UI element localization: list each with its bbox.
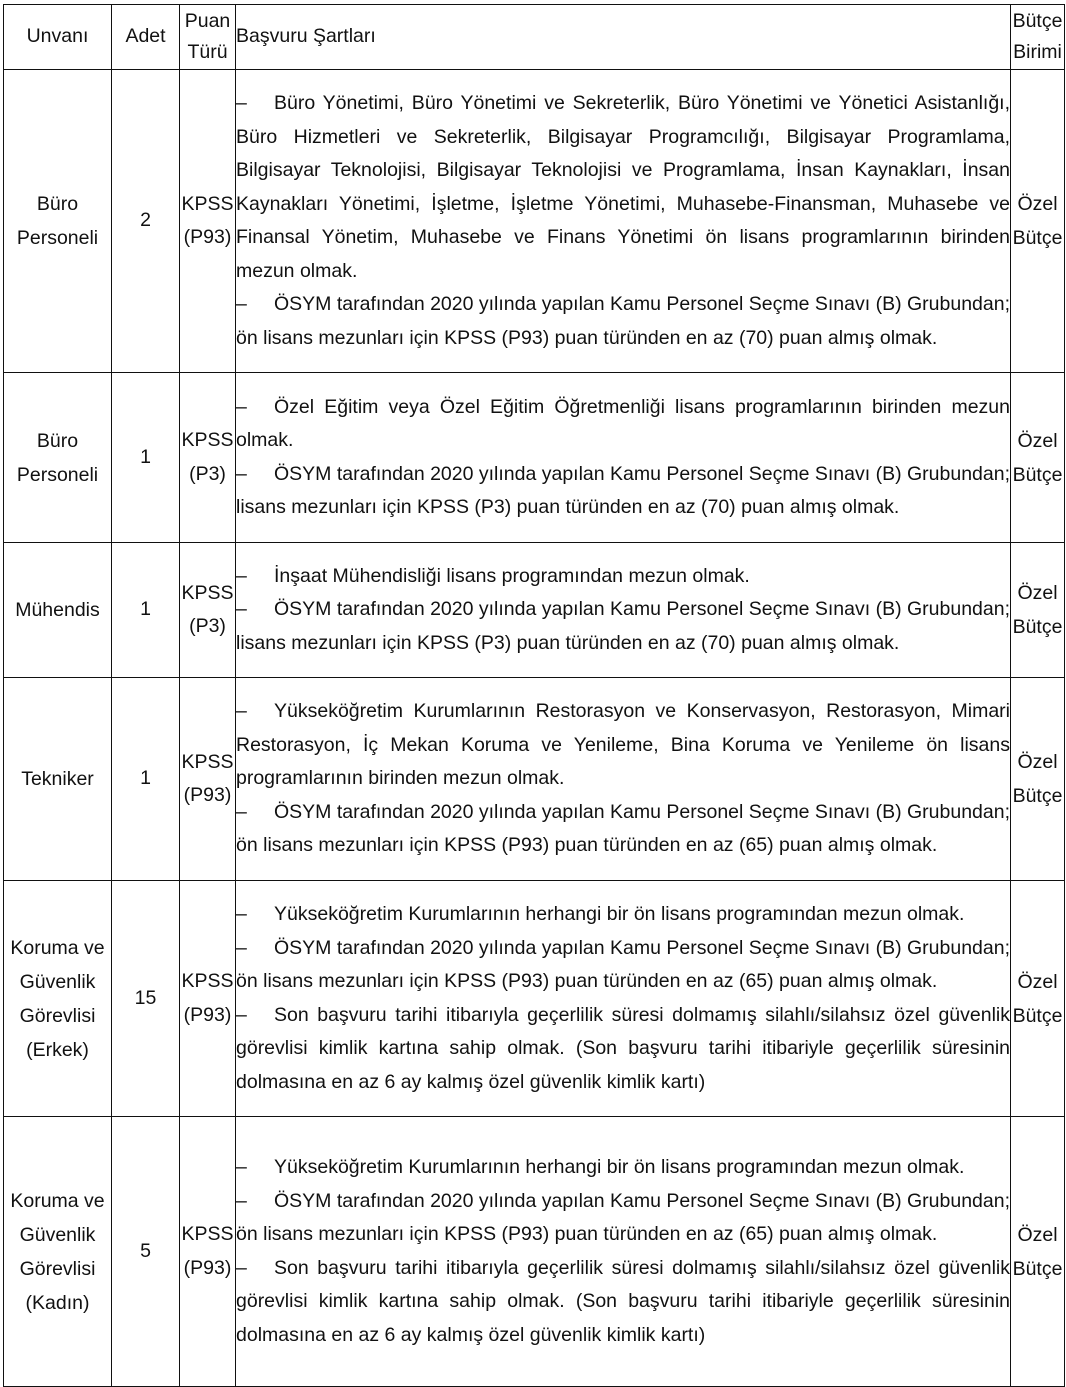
sart-item	[236, 1151, 1010, 1185]
dash-bullet-icon: –	[236, 564, 247, 587]
puan-line: (P93)	[183, 784, 232, 806]
cell-puan	[180, 373, 236, 543]
table-row	[4, 543, 1065, 678]
puan-line: KPSS	[181, 970, 234, 992]
unvan-line: (Erkek)	[26, 1038, 89, 1061]
cell-sartlar	[236, 543, 1011, 678]
puan-line: KPSS	[181, 429, 234, 451]
cell-sartlar	[236, 881, 1011, 1117]
table-body	[4, 70, 1065, 1387]
sart-text: İnşaat Mühendisliği lisans programından mezun olmak.	[274, 564, 750, 587]
header-row	[4, 5, 1065, 70]
unvan-line: Büro	[36, 193, 79, 215]
sart-text: Son başvuru tarihi itibarıyla geçerlilik süresi dolmamış silahlı/silahsız özel güvenlik görevlisi kimlik kartına sahip olmak. (Son başvuru tarihi itibariyle geçerlilik süresinin dolmasına en az 6 ay kalmış özel güvenlik kimlik kartı)	[236, 1256, 1010, 1346]
butce-line: Bütçe	[1012, 227, 1063, 249]
cell-butce	[1011, 881, 1065, 1117]
dash-bullet-icon: –	[236, 293, 247, 315]
butce-line: Özel	[1017, 193, 1058, 215]
unvan-line: Koruma ve	[10, 936, 105, 959]
header-puan-line2: Türü	[187, 41, 228, 63]
butce-line: Özel	[1017, 429, 1058, 452]
sart-text: Son başvuru tarihi itibarıyla geçerlilik süresi dolmamış silahlı/silahsız özel güvenlik görevlisi kimlik kartına sahip olmak. (Son başvuru tarihi itibariyle geçerlilik süresinin dolmasına en az 6 ay kalmış özel güvenlik kimlik kartı)	[236, 1003, 1010, 1093]
dash-bullet-icon: –	[236, 92, 247, 114]
sart-item	[236, 288, 1010, 355]
puan-line: (P93)	[183, 1003, 232, 1026]
cell-puan	[180, 678, 236, 881]
unvan-line: Koruma ve	[10, 1189, 105, 1212]
sart-item	[236, 391, 1010, 458]
butce-line: Bütçe	[1012, 1004, 1063, 1027]
dash-bullet-icon: –	[236, 903, 247, 925]
sart-item	[236, 458, 1010, 525]
dash-bullet-icon: –	[236, 395, 247, 418]
table-row	[4, 373, 1065, 543]
puan-line: KPSS	[181, 192, 234, 215]
cell-puan	[180, 70, 236, 373]
butce-line: Bütçe	[1012, 616, 1063, 638]
unvan-line: Personeli	[16, 463, 99, 486]
unvan-line: Görevlisi	[19, 1257, 96, 1280]
cell-sartlar	[236, 70, 1011, 373]
positions-table	[3, 4, 1065, 1387]
sart-text: Yükseköğretim Kurumlarının herhangi bir ön lisans programından mezun olmak.	[274, 903, 965, 925]
cell-butce	[1011, 1117, 1065, 1387]
cell-adet: 5	[112, 1117, 180, 1387]
sart-text: Büro Yönetimi, Büro Yönetimi ve Sekreterlik, Büro Yönetimi ve Yönetici Asistanlığı, Büro Hizmetleri ve Sekreterlik, Bilgisayar Programcılığı, Bilgisayar Programlama, Bilgisayar Teknolojisi, Bilgisayar Teknolojisi ve Programlama, İnsan Kaynakları, İnsan Kaynakları Yönetimi, İşletme, İşletme Yönetimi, Muhasebe-Finansman, Muhasebe ve Finansal Yönetim, Muhasebe ve Finans Yönetimi ön lisans programlarının birinden mezun olmak.	[236, 92, 1010, 282]
header-puan-line1: Puan	[184, 10, 231, 32]
dash-bullet-icon: –	[236, 700, 247, 723]
header-puan	[180, 5, 236, 70]
unvan-line: Güvenlik	[19, 970, 96, 993]
sart-text: ÖSYM tarafından 2020 yılında yapılan Kamu Personel Seçme Sınavı (B) Grubundan; lisans mezunları için KPSS (P3) puan türünden en az (70) puan almış olmak.	[236, 598, 1010, 654]
butce-line: Bütçe	[1012, 1257, 1063, 1280]
unvan-line: Mühendis	[15, 599, 100, 621]
cell-sartlar	[236, 373, 1011, 543]
unvan-line: Güvenlik	[19, 1223, 96, 1246]
header-sartlar: Başvuru Şartları	[236, 5, 1011, 70]
unvan-line: Personeli	[16, 227, 99, 249]
sart-text: ÖSYM tarafından 2020 yılında yapılan Kamu Personel Seçme Sınavı (B) Grubundan; lisans mezunları için KPSS (P3) puan türünden en az (70) puan almış olmak.	[236, 462, 1010, 518]
sart-text: ÖSYM tarafından 2020 yılında yapılan Kamu Personel Seçme Sınavı (B) Grubundan; ön lisans mezunları için KPSS (P93) puan türünden en az (65) puan almış olmak.	[236, 1189, 1010, 1245]
table-row	[4, 678, 1065, 881]
puan-line: KPSS	[181, 581, 234, 604]
sart-item	[236, 796, 1010, 863]
puan-line: (P93)	[183, 1256, 232, 1279]
butce-line: Özel	[1017, 582, 1058, 604]
puan-line: (P93)	[183, 226, 232, 248]
dash-bullet-icon: –	[236, 1256, 247, 1279]
sart-text: Özel Eğitim veya Özel Eğitim Öğretmenliği lisans programlarının birinden mezun olmak.	[236, 395, 1010, 451]
cell-unvan	[4, 881, 112, 1117]
puan-line: (P3)	[189, 462, 226, 485]
sart-text: Yükseköğretim Kurumlarının herhangi bir ön lisans programından mezun olmak.	[274, 1156, 965, 1178]
sart-item	[236, 695, 1010, 796]
dash-bullet-icon: –	[236, 800, 247, 823]
puan-line: (P3)	[189, 615, 226, 637]
cell-puan	[180, 1117, 236, 1387]
cell-adet: 1	[112, 543, 180, 678]
table-row	[4, 1117, 1065, 1387]
puan-line: KPSS	[181, 750, 234, 773]
dash-bullet-icon: –	[236, 462, 247, 485]
cell-unvan	[4, 678, 112, 881]
butce-line: Özel	[1017, 1223, 1058, 1246]
sart-item	[236, 87, 1010, 288]
sart-text: ÖSYM tarafından 2020 yılında yapılan Kamu Personel Seçme Sınavı (B) Grubundan; ön lisans mezunları için KPSS (P93) puan türünden en az (65) puan almış olmak.	[236, 936, 1010, 992]
cell-adet: 2	[112, 70, 180, 373]
sart-item	[236, 560, 1010, 594]
sart-item	[236, 593, 1010, 660]
puan-line: KPSS	[181, 1223, 234, 1245]
butce-line: Özel	[1017, 970, 1058, 993]
cell-unvan	[4, 543, 112, 678]
sart-text: ÖSYM tarafından 2020 yılında yapılan Kamu Personel Seçme Sınavı (B) Grubundan; ön lisans mezunları için KPSS (P93) puan türünden en az (65) puan almış olmak.	[236, 800, 1010, 857]
sart-item	[236, 898, 1010, 932]
unvan-line: Görevlisi	[19, 1004, 96, 1027]
dash-bullet-icon: –	[236, 936, 247, 959]
dash-bullet-icon: –	[236, 1003, 247, 1026]
cell-unvan	[4, 373, 112, 543]
sart-item	[236, 932, 1010, 999]
cell-sartlar	[236, 678, 1011, 881]
sart-text: ÖSYM tarafından 2020 yılında yapılan Kamu Personel Seçme Sınavı (B) Grubundan; ön lisans mezunları için KPSS (P93) puan türünden en az (70) puan almış olmak.	[236, 293, 1010, 349]
cell-unvan	[4, 70, 112, 373]
dash-bullet-icon: –	[236, 1156, 247, 1178]
unvan-line: Büro	[36, 429, 79, 452]
unvan-line: Tekniker	[21, 768, 94, 790]
cell-sartlar	[236, 1117, 1011, 1387]
table-row	[4, 70, 1065, 373]
sart-item	[236, 999, 1010, 1100]
header-butce-line1: Bütçe	[1012, 10, 1063, 32]
dash-bullet-icon: –	[236, 598, 247, 621]
dash-bullet-icon: –	[236, 1189, 247, 1212]
cell-butce	[1011, 70, 1065, 373]
header-butce	[1011, 5, 1065, 70]
cell-unvan	[4, 1117, 112, 1387]
unvan-line: (Kadın)	[25, 1291, 90, 1314]
table-row	[4, 881, 1065, 1117]
header-adet: Adet	[112, 5, 180, 70]
cell-butce	[1011, 678, 1065, 881]
butce-line: Özel	[1017, 751, 1058, 773]
sart-item	[236, 1185, 1010, 1252]
cell-adet: 1	[112, 678, 180, 881]
sart-text: Yükseköğretim Kurumlarının Restorasyon ve Konservasyon, Restorasyon, Mimari Restorasyon, İç Mekan Koruma ve Yenileme, Bina Koruma ve Yenileme ön lisans programlarının birinden mezun olmak.	[236, 700, 1010, 790]
cell-butce	[1011, 373, 1065, 543]
header-butce-line2: Birimi	[1013, 41, 1062, 63]
header-unvan: Unvanı	[4, 5, 112, 70]
cell-butce	[1011, 543, 1065, 678]
butce-line: Bütçe	[1012, 463, 1063, 486]
butce-line: Bütçe	[1012, 785, 1063, 807]
sart-item	[236, 1252, 1010, 1353]
cell-puan	[180, 543, 236, 678]
cell-puan	[180, 881, 236, 1117]
cell-adet: 1	[112, 373, 180, 543]
cell-adet: 15	[112, 881, 180, 1117]
table-header	[4, 5, 1065, 70]
